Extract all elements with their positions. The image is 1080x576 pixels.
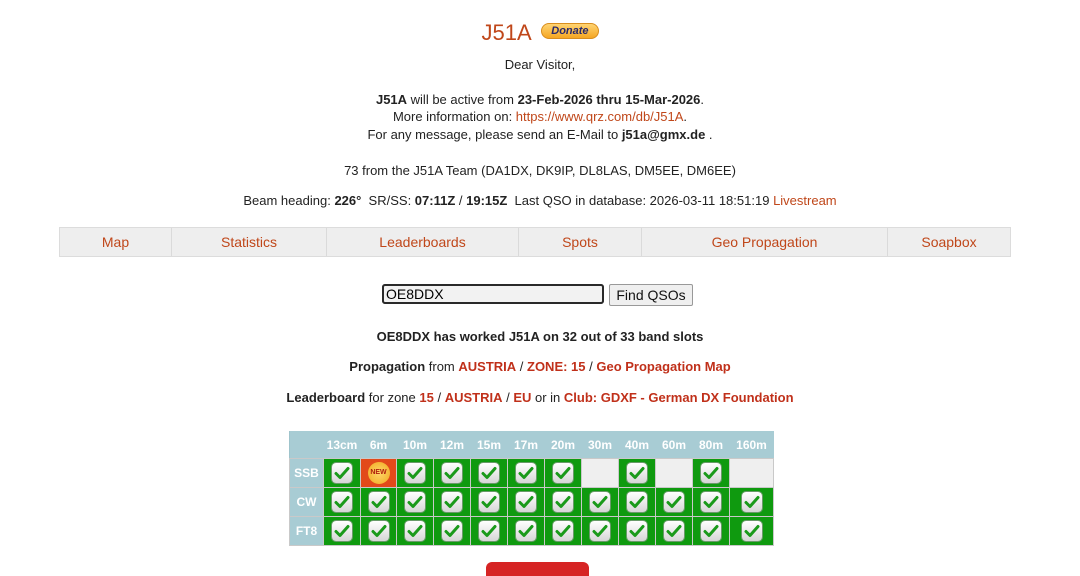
mail-prefix: For any message, please send an E-Mail to [367,127,622,142]
slot-confirmed [656,517,693,546]
nav-item-map[interactable]: Map [60,228,172,256]
slot-confirmed [508,488,545,517]
slot-confirmed [545,459,582,488]
sunrise-value: 07:11Z [414,193,456,208]
page-title: J51A [481,20,532,45]
slot-confirmed [508,517,545,546]
check-icon [664,492,684,512]
nav-item-statistics[interactable]: Statistics [172,228,327,256]
check-icon [442,521,462,541]
check-icon [516,463,536,483]
slot-confirmed [471,459,508,488]
band-header-row [290,431,774,459]
slot-confirmed [508,459,545,488]
leaderboard-line [0,389,1080,406]
check-icon [627,492,647,512]
mode-label: CW [290,488,324,517]
slot-confirmed [693,517,730,546]
leaderboard-label: Leaderboard [286,390,366,405]
find-qsos-button[interactable]: Find QSOs [609,284,693,306]
band-header: 10m [397,431,434,459]
slot-confirmed [397,459,434,488]
team-line: 73 from the J51A Team (DA1DX, DK9IP, DL8LAS, DM5EE, DM6EE) [344,163,736,178]
check-icon [742,492,762,512]
band-header: 15m [471,431,508,459]
slot-confirmed [582,488,619,517]
mail-line [0,126,1080,143]
band-header: 12m [434,431,471,459]
check-icon [369,521,389,541]
slot-new [361,459,397,488]
check-icon [553,492,573,512]
mode-row-cw [290,488,774,517]
check-icon [332,463,352,483]
propagation-line [0,358,1080,375]
band-header: 160m [730,431,774,459]
slot-confirmed [324,459,361,488]
last-qso-label: Last QSO in database: 2026-03-11 18:51:19 [507,193,774,208]
check-icon [516,492,536,512]
qrz-link[interactable]: https://www.qrz.com/db/J51A [515,109,684,124]
sunset-value: 19:15Z [466,193,508,208]
slot-confirmed [693,459,730,488]
mode-row-ft8 [290,517,774,546]
active-dates: 23-Feb-2026 thru 15-Mar-2026 [517,92,701,107]
propagation-label: Propagation [349,359,426,374]
nav-item-geo-propagation[interactable]: Geo Propagation [642,228,888,256]
slot-confirmed [619,459,656,488]
slot-confirmed [361,517,397,546]
geo-propagation-map-link[interactable]: Geo Propagation Map [596,359,731,374]
slot-confirmed [397,517,434,546]
callsign-search-input[interactable] [382,284,604,304]
slot-confirmed [471,488,508,517]
propagation-sep1: / [516,359,527,374]
check-icon [405,521,425,541]
leaderboard-club[interactable]: Club: GDXF - German DX Foundation [563,390,794,405]
leaderboard-zone[interactable]: 15 [419,390,434,405]
band-header: 17m [508,431,545,459]
leaderboard-sep1: / [433,390,445,405]
check-icon [664,521,684,541]
slot-empty [730,459,774,488]
propagation-sep2: / [585,359,597,374]
check-icon [742,521,762,541]
slot-confirmed [471,517,508,546]
mode-label: SSB [290,459,324,488]
srss-sep: / [455,193,467,208]
red-action-button[interactable] [486,562,589,576]
check-icon [332,521,352,541]
slot-confirmed [545,517,582,546]
nav-item-spots[interactable]: Spots [519,228,642,256]
check-icon [479,521,499,541]
check-icon [553,463,573,483]
nav-item-soapbox[interactable]: Soapbox [921,234,977,250]
mail-address: j51a@gmx.de [621,127,706,142]
check-icon [369,492,389,512]
slot-empty [656,459,693,488]
beam-label: Beam heading: [243,193,335,208]
info-prefix: More information on: [392,109,516,124]
nav-item-leaderboards[interactable]: Leaderboards [327,228,519,256]
leaderboard-continent[interactable]: EU [513,390,532,405]
slot-confirmed [619,488,656,517]
slot-confirmed [656,488,693,517]
check-icon [701,521,721,541]
slot-confirmed [434,488,471,517]
slot-confirmed [730,488,774,517]
leaderboard-for-zone: for zone [365,390,420,405]
slot-confirmed [324,517,361,546]
propagation-country[interactable]: AUSTRIA [458,359,517,374]
check-icon [332,492,352,512]
slot-confirmed [434,459,471,488]
check-icon [405,463,425,483]
slot-confirmed [434,517,471,546]
propagation-from: from [425,359,459,374]
check-icon [479,463,499,483]
leaderboard-or-in: or in [531,390,564,405]
slot-confirmed [545,488,582,517]
info-line [0,108,1080,125]
check-icon [553,521,573,541]
band-header: 30m [582,431,619,459]
check-icon [590,521,610,541]
check-icon [442,463,462,483]
slot-confirmed [730,517,774,546]
main-nav [59,227,1011,257]
mode-row-ssb [290,459,774,488]
slot-confirmed [361,488,397,517]
band-header: 6m [361,431,397,459]
srss-label: SR/SS: [361,193,415,208]
band-header: 60m [656,431,693,459]
check-icon [442,492,462,512]
mode-label: FT8 [290,517,324,546]
slot-confirmed [582,517,619,546]
check-icon [479,492,499,512]
active-line [0,91,1080,108]
leaderboard-country[interactable]: AUSTRIA [444,390,503,405]
leaderboard-sep2: / [502,390,514,405]
band-header: 80m [693,431,730,459]
active-text: will be active from [407,92,518,107]
slot-confirmed [619,517,656,546]
livestream-link[interactable]: Livestream [773,193,837,208]
band-header: 40m [619,431,656,459]
slot-confirmed [324,488,361,517]
summary-text: OE8DDX has worked J51A on 32 out of 33 band slots [376,329,704,344]
greeting: Dear Visitor, [504,57,576,72]
slot-confirmed [693,488,730,517]
check-icon [627,463,647,483]
new-badge: NEW [368,462,390,484]
beam-value: 226° [334,193,362,208]
check-icon [701,463,721,483]
check-icon [405,492,425,512]
check-icon [627,521,647,541]
title-row [0,20,1080,46]
check-icon [590,492,610,512]
slot-confirmed [397,488,434,517]
active-callsign: J51A [375,92,408,107]
band-header: 20m [545,431,582,459]
band-slot-table [289,431,774,546]
check-icon [516,521,536,541]
active-end: . [700,92,705,107]
check-icon [701,492,721,512]
status-line [0,192,1080,209]
propagation-zone[interactable]: ZONE: 15 [527,359,586,374]
slot-empty [582,459,619,488]
band-header: 13cm [324,431,361,459]
info-end: . [683,109,688,124]
donate-button[interactable]: Donate [541,23,598,39]
corner-cell [290,431,324,459]
mail-end: . [705,127,713,142]
